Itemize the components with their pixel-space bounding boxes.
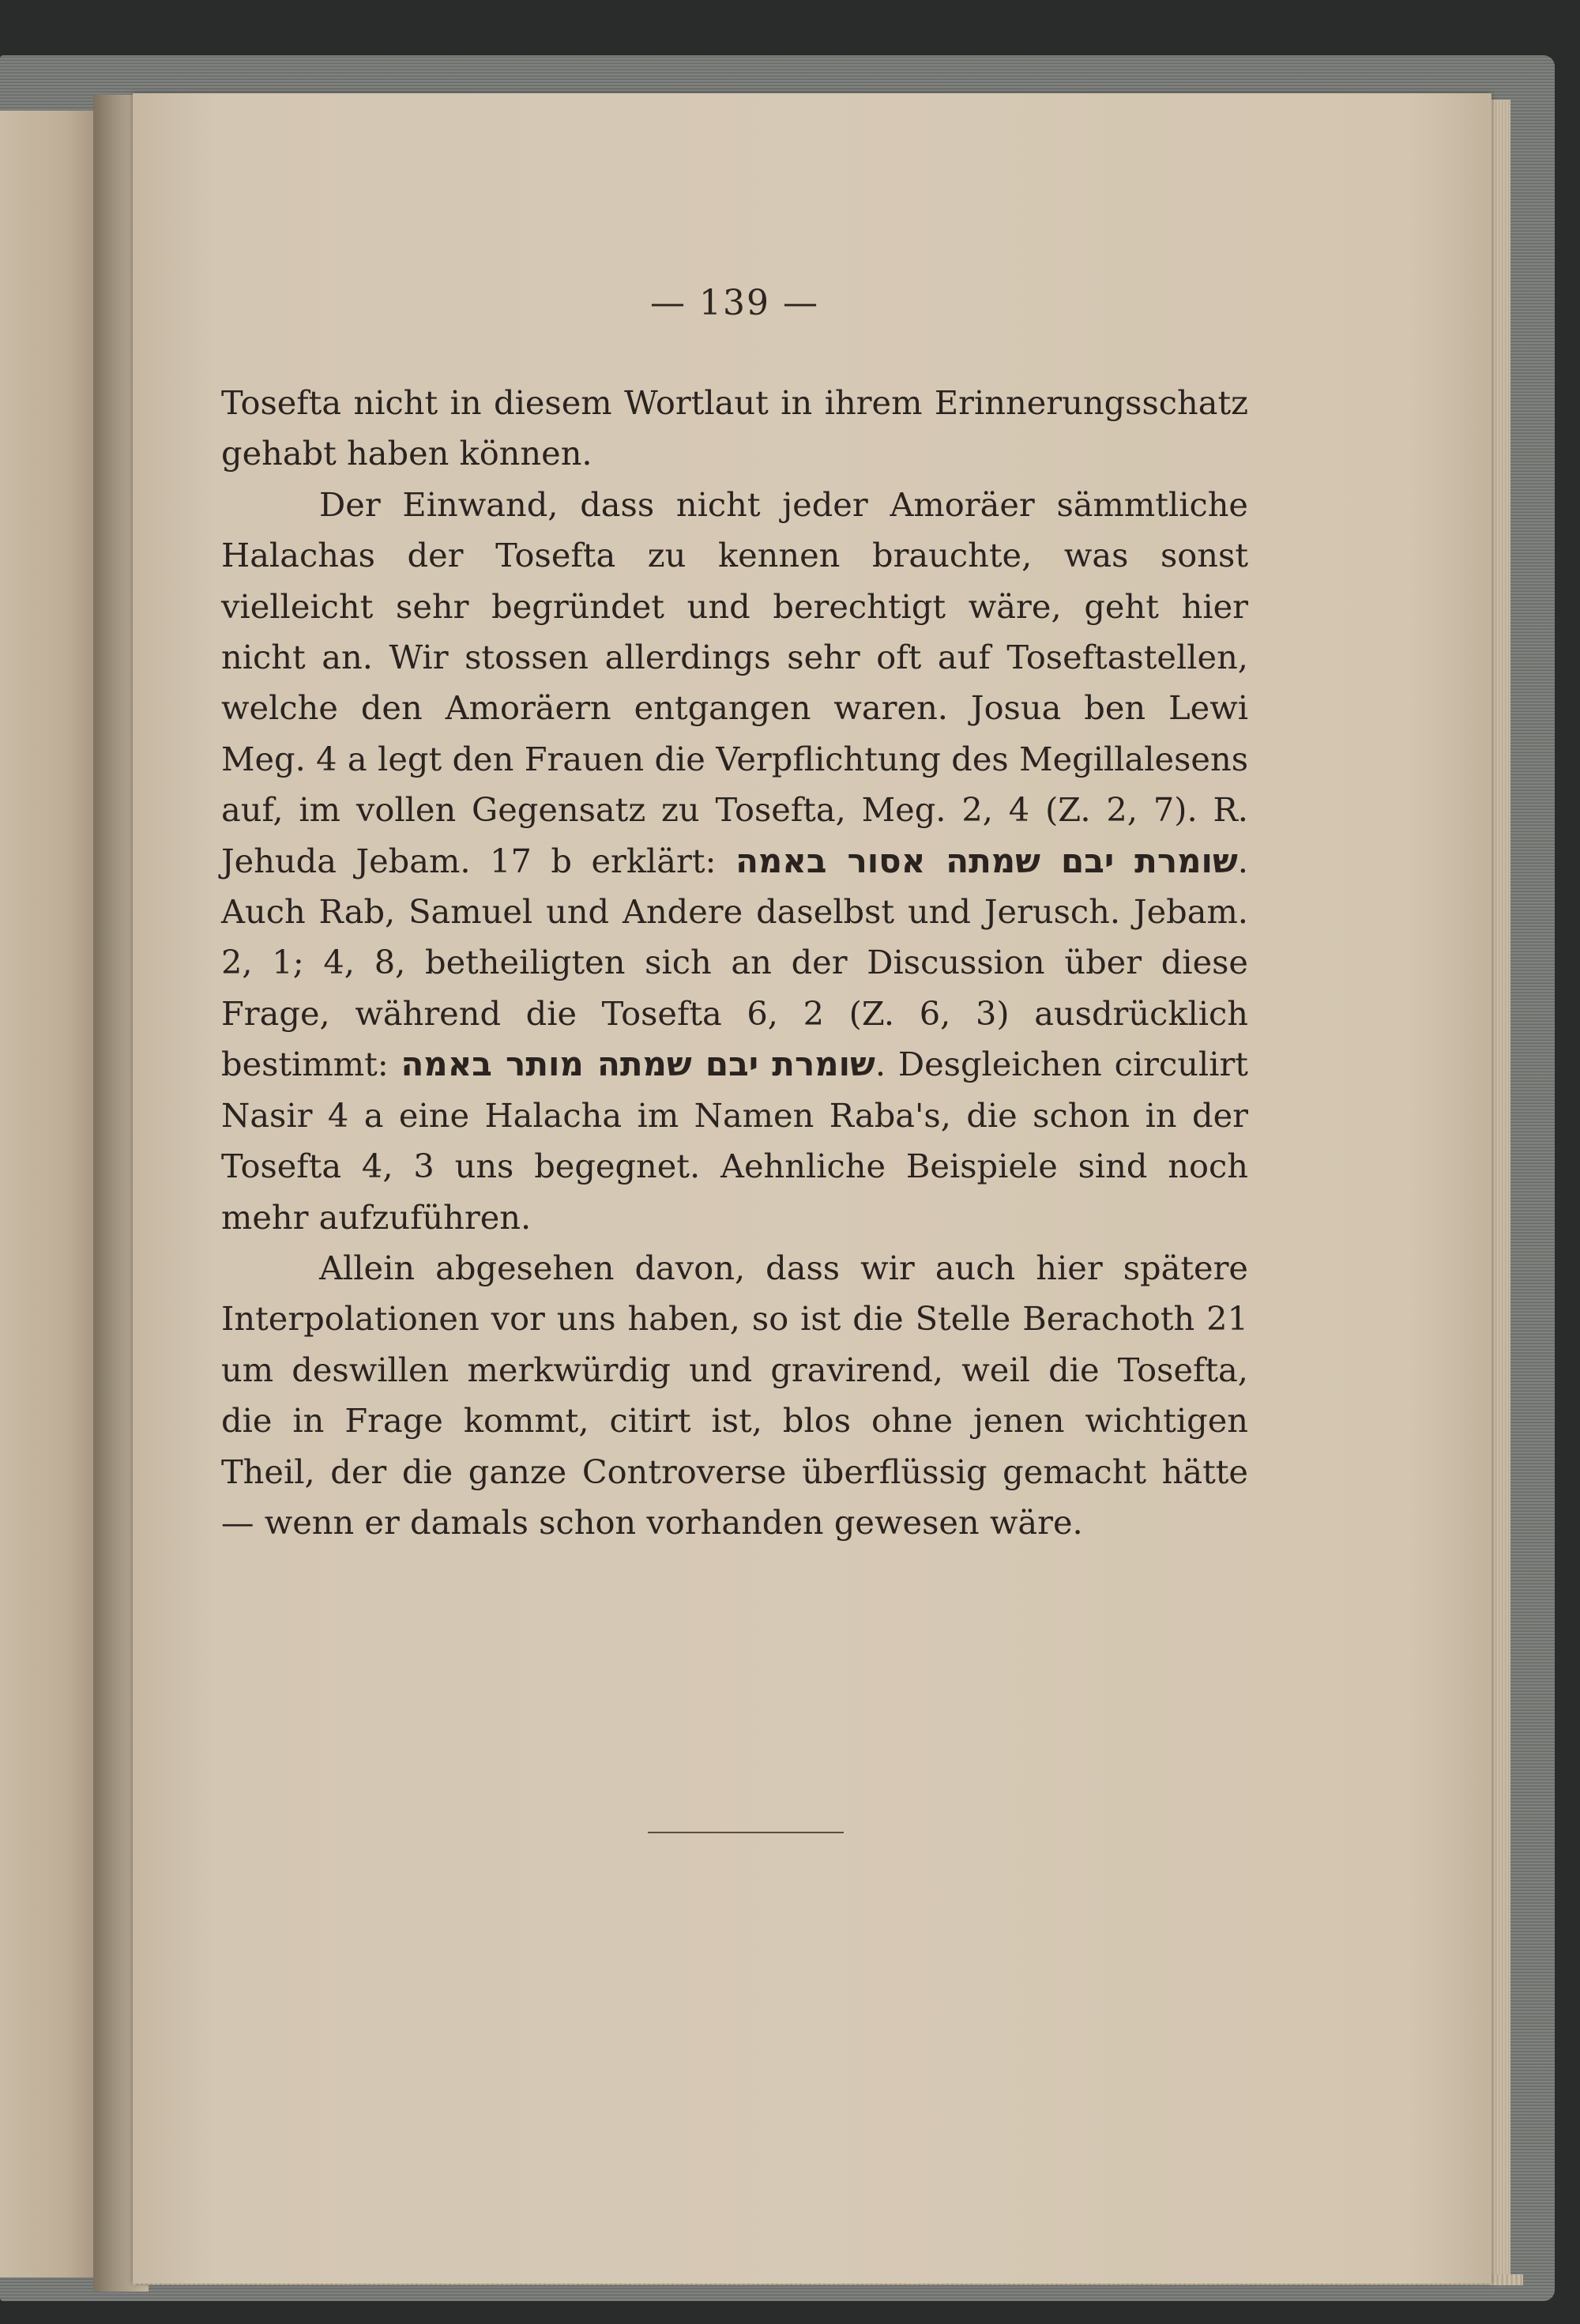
page-body-text	[221, 378, 1248, 1548]
page-stack-right	[1492, 100, 1510, 2281]
hebrew-quote: שומרת יבם שמתה מותר באמה	[401, 1045, 875, 1084]
text-segment: . Auch Rab, Samuel und Andere daselbst und Jerusch. Jebam. 2, 1; 4, 8, betheiligten sich an der Discussion über diese Frage, während die Tosefta 6, 2 (Z. 6, 3) ausdrücklich bestimmt:	[221, 841, 1248, 1084]
page-number: — 139 —	[650, 283, 819, 323]
end-rule	[648, 1832, 844, 1833]
text-segment: . Desgleichen circulirt Nasir 4 a eine Halacha im Namen Raba's, die schon in der Tosefta 4, 3 uns begegnet. Aehnliche Beispiele sind noch mehr aufzuführen.	[221, 1045, 1248, 1237]
paragraph-allein	[221, 1243, 1248, 1548]
text-segment: Der Einwand, dass nicht jeder Amoräer sämmtliche Halachas der Tosefta zu kennen brauchte, was sonst vielleicht sehr begründet und berechtigt wäre, geht hier nicht an. Wir stossen allerdings sehr oft auf Toseftastellen, welche den Amoräern entgangen waren. Josua ben Lewi Meg. 4 a legt den Frauen die Verpflichtung des Megillalesens auf, im vollen Gegensatz zu Tosefta, Meg. 2, 4 (Z. 2, 7). R. Jehuda Jebam. 17 b erklärt:	[221, 484, 1248, 880]
paragraph-einwand	[221, 480, 1248, 1243]
text-segment: Tosefta nicht in diesem Wortlaut in ihrem Erinnerungsschatz gehabt haben können.	[221, 383, 1248, 473]
hebrew-quote: שומרת יבם שמתה אסור באמה	[735, 841, 1238, 880]
text-segment: Allein abgesehen davon, dass wir auch hier spätere Interpolationen vor uns haben, so ist die Stelle Berachoth 21 um deswillen merkwürdig und gravirend, weil die Tosefta, die in Frage kommt, citirt ist, blos ohne jenen wichtigen Theil, der die ganze Controverse überflüssig gemacht hätte — wenn er damals schon vorhanden gewesen wäre.	[221, 1248, 1248, 1542]
paragraph-continuation	[221, 378, 1248, 480]
